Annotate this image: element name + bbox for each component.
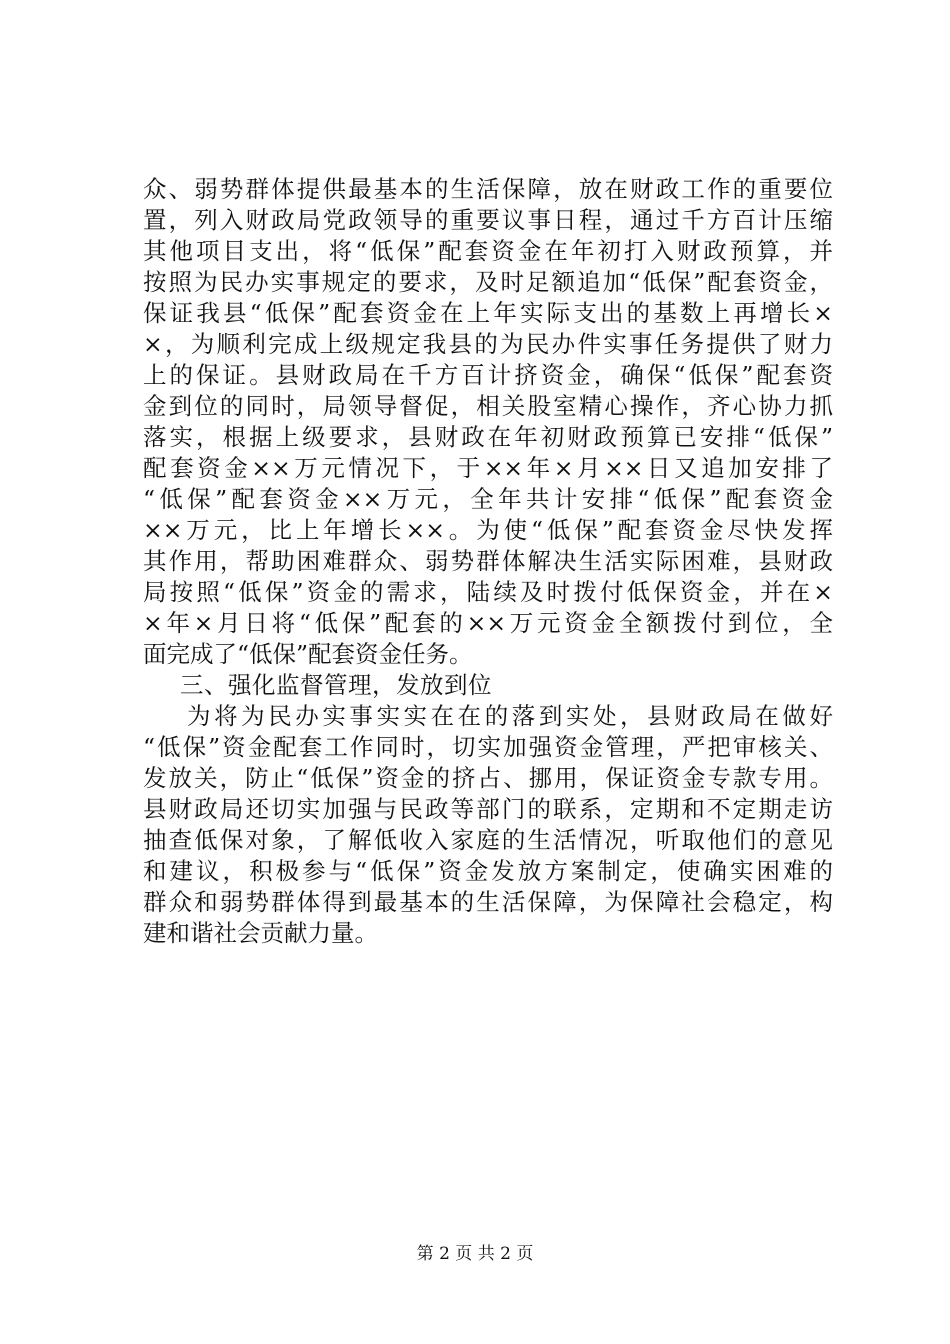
paragraph-1-line: 按照为民办实事规定的要求，及时足额追加“低保”配套资金， — [143, 268, 833, 296]
paragraph-1-line: 落实，根据上级要求，县财政在年初财政预算已安排“低保” — [143, 423, 833, 451]
paragraph-1-line: 面完成了“低保”配套资金任务。 — [143, 640, 473, 668]
section-heading: 三、强化监督管理，发放到位 — [180, 671, 492, 699]
paragraph-1-line: 保证我县“低保”配套资金在上年实际支出的基数上再增长× — [143, 299, 833, 327]
paragraph-1-line: 众、弱势群体提供最基本的生活保障，放在财政工作的重要位 — [143, 175, 833, 203]
paragraph-1-line: 其作用，帮助困难群众、弱势群体解决生活实际困难，县财政 — [143, 547, 833, 575]
paragraph-1-line: 置，列入财政局党政领导的重要议事日程，通过千方百计压缩 — [143, 206, 833, 234]
paragraph-1-line: 上的保证。县财政局在千方百计挤资金，确保“低保”配套资 — [143, 361, 833, 389]
paragraph-1-line: ×年×月日将“低保”配套的××万元资金全额拨付到位，全 — [143, 609, 833, 637]
paragraph-2-line: 群众和弱势群体得到最基本的生活保障，为保障社会稳定，构 — [143, 888, 833, 916]
paragraph-2-line: “低保”资金配套工作同时，切实加强资金管理，严把审核关、 — [143, 733, 833, 761]
paragraph-1-line: 金到位的同时，局领导督促，相关股室精心操作，齐心协力抓 — [143, 392, 833, 420]
paragraph-2-line: 和建议，积极参与“低保”资金发放方案制定，使确实困难的 — [143, 857, 833, 885]
paragraph-1-line: “低保”配套资金××万元，全年共计安排“低保”配套资金 — [143, 485, 833, 513]
paragraph-1-line: 配套资金××万元情况下，于××年×月××日又追加安排了 — [143, 454, 833, 482]
paragraph-2-line: 为将为民办实事实实在在的落到实处，县财政局在做好 — [187, 702, 833, 730]
paragraph-2-line: 抽查低保对象，了解低收入家庭的生活情况，听取他们的意见 — [143, 826, 833, 854]
paragraph-2-line: 建和谐社会贡献力量。 — [143, 919, 378, 947]
document-body — [143, 174, 833, 949]
page-number-footer: 第 2 页 共 2 页 — [416, 1244, 534, 1264]
paragraph-2-line: 发放关，防止“低保”资金的挤占、挪用，保证资金专款专用。 — [143, 764, 833, 792]
paragraph-2-line: 县财政局还切实加强与民政等部门的联系，定期和不定期走访 — [143, 795, 833, 823]
paragraph-1-line: ×，为顺利完成上级规定我县的为民办件实事任务提供了财力 — [143, 330, 833, 358]
paragraph-1-line: 局按照“低保”资金的需求，陆续及时拨付低保资金，并在× — [143, 578, 833, 606]
paragraph-1-line: ××万元，比上年增长××。为使“低保”配套资金尽快发挥 — [143, 516, 833, 544]
paragraph-1-line: 其他项目支出，将“低保”配套资金在年初打入财政预算，并 — [143, 237, 833, 265]
